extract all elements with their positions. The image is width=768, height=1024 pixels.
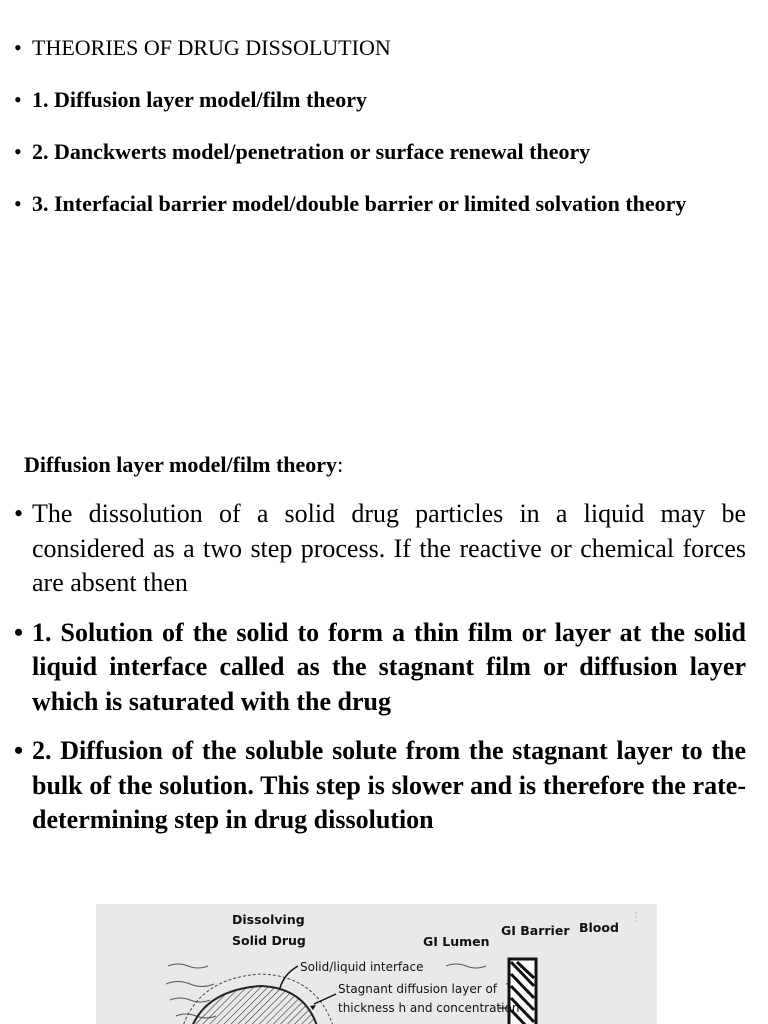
- section-heading-text: Diffusion layer model/film theory: [24, 452, 338, 477]
- theory-item-1: 1. Diffusion layer model/film theory: [32, 87, 368, 112]
- list-item: [14, 734, 746, 838]
- bullet: •: [14, 617, 24, 647]
- theory-item-3: 3. Interfacial barrier model/double barrier or limited solvation theory: [32, 191, 687, 216]
- bullet: •: [14, 139, 22, 164]
- flow-line: [168, 964, 208, 968]
- label-gi-lumen: GI Lumen: [423, 934, 490, 949]
- flow-line: [170, 998, 210, 1002]
- list-item: [14, 186, 746, 221]
- label-stagnant-line-1: Stagnant diffusion layer of: [338, 982, 498, 996]
- label-blood: Blood: [579, 920, 619, 935]
- solid-drug-particle: [191, 986, 318, 1024]
- list-item: [14, 497, 746, 601]
- bullet: •: [14, 499, 24, 528]
- dissolution-diagram: [96, 904, 657, 1024]
- label-stagnant-line-2: thickness h and concentration: [338, 1001, 520, 1015]
- theory-item-2: 2. Danckwerts model/penetration or surface renewal theory: [32, 139, 591, 164]
- label-gi-barrier: GI Barrier: [501, 923, 570, 938]
- bullet: •: [14, 191, 22, 216]
- step-1-text: 1. Solution of the solid to form a thin film or layer at the solid liquid interface called as the stagnant film or diffusion layer which is saturated with the drug: [32, 617, 746, 716]
- flow-line: [446, 964, 486, 968]
- film-theory-list: [14, 497, 746, 853]
- label-interface: Solid/liquid interface: [300, 960, 424, 974]
- section-heading: [24, 450, 343, 480]
- theories-list: [14, 30, 746, 238]
- flow-line: [166, 982, 214, 987]
- bullet: •: [14, 87, 22, 112]
- label-dissolving: Dissolving: [232, 912, 305, 927]
- intro-paragraph: The dissolution of a solid drug particles in a liquid may be considered as a two step process. If the reactive or chemical forces are absent then: [32, 499, 746, 597]
- list-item: [14, 616, 746, 720]
- section-heading-suffix: :: [337, 452, 344, 477]
- bullet: •: [14, 736, 24, 765]
- list-item: [14, 30, 746, 65]
- arrow-head: [310, 1005, 316, 1010]
- list-item: [14, 82, 746, 117]
- label-solid-drug: Solid Drug: [232, 933, 306, 948]
- list-item: [14, 134, 746, 169]
- step-2-text: 2. Diffusion of the soluble solute from the stagnant layer to the bulk of the solution. This step is slower and is therefore the rate-determining step in drug dissolution: [32, 736, 746, 834]
- bullet: •: [14, 35, 22, 60]
- stagnant-leader: [314, 994, 336, 1004]
- theories-title: THEORIES OF DRUG DISSOLUTION: [32, 35, 391, 60]
